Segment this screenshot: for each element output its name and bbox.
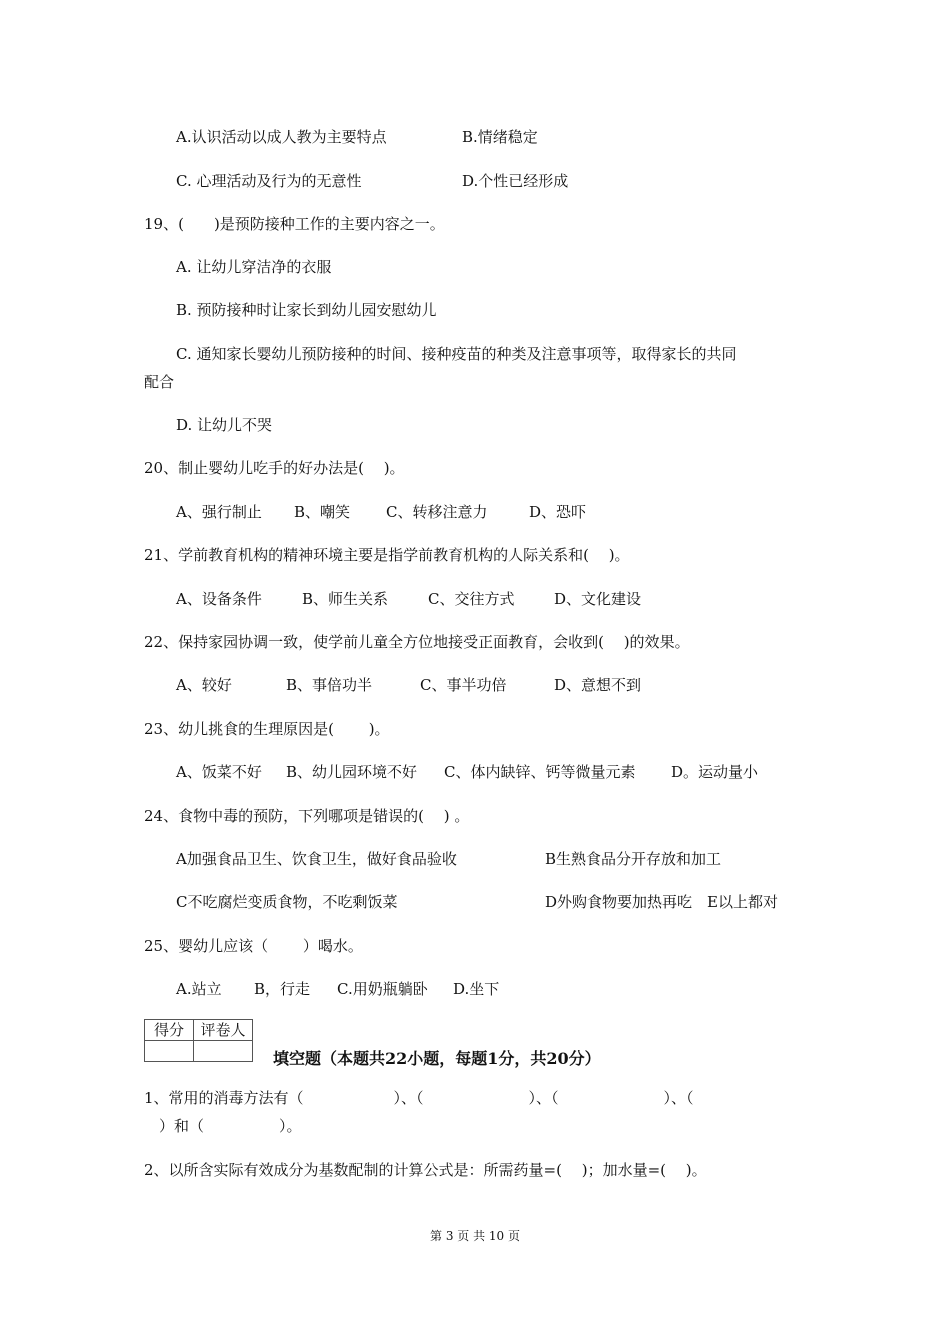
q19-option-b: B. 预防接种时让家长到幼儿园安慰幼儿 [176,301,437,319]
q20-option-a: A、强行制止 [176,503,262,521]
q22-option-d: D、意想不到 [554,676,642,694]
q22-option-b: B、事倍功半 [286,676,373,694]
q20-option-d: D、恐吓 [529,503,587,521]
q21-option-a: A、设备条件 [176,590,262,608]
score-cell [145,1041,194,1062]
fill-q1-line2: ）和（ ）。 [144,1117,302,1135]
q19-stem: 19、( )是预防接种工作的主要内容之一。 [144,215,445,233]
q19-option-c: C. 通知家长婴幼儿预防接种的时间、接种疫苗的种类及注意事项等，取得家长的共同 [176,345,737,363]
page-footer: 第 3 页 共 10 页 [430,1229,520,1243]
grader-label: 评卷人 [194,1020,253,1041]
q18-option-a: A.认识活动以成人教为主要特点 [176,128,387,146]
q22-option-c: C、事半功倍 [420,676,507,694]
q23-option-c: C、体内缺锌、钙等微量元素 [444,763,636,781]
q24-stem: 24、食物中毒的预防，下列哪项是错误的( ) 。 [144,807,470,825]
q19-option-c-continued: 配合 [144,373,175,391]
q23-option-b: B、幼儿园环境不好 [286,763,418,781]
q23-option-d: D。运动量小 [671,763,759,781]
q18-option-c: C. 心理活动及行为的无意性 [176,172,362,190]
q21-option-c: C、交往方式 [428,590,515,608]
q19-option-a: A. 让幼儿穿洁净的衣服 [176,258,332,276]
section-title: 填空题（本题共22小题，每题1分，共20分） [273,1049,601,1068]
q19-option-d: D. 让幼儿不哭 [176,416,273,434]
fill-q1-line1: 1、常用的消毒方法有（ ）、（ ）、（ ）、（ [144,1089,694,1107]
q18-option-d: D.个性已经形成 [462,172,569,190]
q24-option-c: C不吃腐烂变质食物，不吃剩饭菜 [176,893,398,911]
score-label: 得分 [145,1020,194,1041]
q24-option-a: A加强食品卫生、饮食卫生，做好食品验收 [176,850,457,868]
q20-option-b: B、嘲笑 [294,503,351,521]
q22-stem: 22、保持家园协调一致，使学前儿童全方位地接受正面教育，会收到( )的效果。 [144,633,690,651]
q25-stem: 25、婴幼儿应该（ ）喝水。 [144,937,363,955]
q21-stem: 21、学前教育机构的精神环境主要是指学前教育机构的人际关系和( )。 [144,546,630,564]
q22-option-a: A、较好 [176,676,232,694]
q20-stem: 20、制止婴幼儿吃手的好办法是( )。 [144,459,405,477]
grader-cell [194,1041,253,1062]
q24-option-d: D外购食物要加热再吃 E以上都对 [545,893,778,911]
score-table [144,1019,253,1062]
q18-option-b: B.情绪稳定 [462,128,538,146]
q23-stem: 23、幼儿挑食的生理原因是( )。 [144,720,390,738]
q20-option-c: C、转移注意力 [386,503,488,521]
q25-option-d: D.坐下 [453,980,500,998]
q21-option-d: D、文化建设 [554,590,642,608]
q25-option-c: C.用奶瓶躺卧 [337,980,428,998]
q23-option-a: A、饭菜不好 [176,763,262,781]
fill-q2: 2、以所含实际有效成分为基数配制的计算公式是：所需药量=( )；加水量=( )。 [144,1161,707,1179]
q25-option-a: A.站立 [176,980,222,998]
q21-option-b: B、师生关系 [302,590,389,608]
q24-option-b: B生熟食品分开存放和加工 [545,850,722,868]
q25-option-b: B，行走 [254,980,311,998]
